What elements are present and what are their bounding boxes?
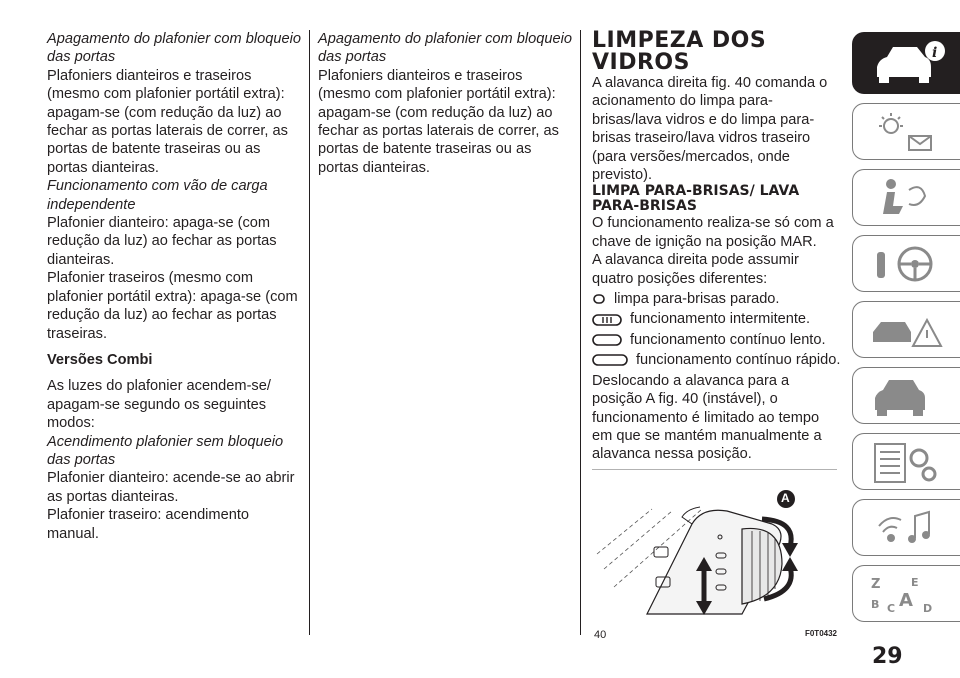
page-number: 29 bbox=[872, 644, 903, 669]
steering-key-icon bbox=[869, 242, 949, 288]
tab-multimedia[interactable] bbox=[852, 499, 960, 556]
subheading-italic: Funcionamento com vão de carga independente bbox=[47, 178, 268, 213]
subsection-title: LIMPA PARA-BRISAS/ LAVA PARA-BRISAS bbox=[592, 183, 800, 215]
wiper-position-item bbox=[592, 290, 842, 308]
wiper-stalk-illustration bbox=[592, 469, 837, 617]
svg-text:i: i bbox=[932, 45, 938, 61]
wiper-off-icon bbox=[592, 293, 606, 305]
wiper-position-label: limpa para-brisas parado. bbox=[614, 291, 780, 308]
left-column bbox=[47, 30, 302, 543]
wiper-position-item bbox=[592, 331, 842, 349]
paragraph: Plafonier dianteiro: acende-se ao abrir as portas dianteiras. bbox=[47, 470, 295, 505]
settings-list-icon bbox=[869, 440, 949, 486]
paragraph: A alavanca direita fig. 40 comanda o acionamento do limpa para-brisas/lava vidros e do limpa para-brisas traseiro/lava vidros traseiro (para versões/mercados, onde previsto). bbox=[592, 75, 828, 184]
wiper-position-item bbox=[592, 310, 842, 328]
middle-column bbox=[318, 30, 573, 177]
paragraph: Plafonier dianteiro: apaga-se (com redução da luz) ao fechar as portas dianteiras. bbox=[47, 215, 277, 268]
car-service-icon bbox=[869, 374, 949, 420]
svg-text:C: C bbox=[887, 602, 896, 615]
tab-car-warning[interactable] bbox=[852, 301, 960, 358]
wiper-position-item bbox=[592, 351, 842, 369]
wiper-position-label: funcionamento contínuo lento. bbox=[630, 331, 826, 348]
tab-settings-list[interactable] bbox=[852, 433, 960, 490]
wiper-slow-icon bbox=[592, 334, 622, 346]
column-divider bbox=[309, 30, 310, 635]
figure-label-a: A bbox=[781, 491, 790, 505]
paragraph: Deslocando a alavanca para a posição A fig. 40 (instável), o funcionamento é limitado ao tempo em que se mantém manualmente a alavanca nessa posição. bbox=[592, 372, 822, 463]
right-column bbox=[592, 30, 842, 464]
wiper-position-label: funcionamento intermitente. bbox=[630, 311, 811, 328]
subheading-italic: Apagamento do plafonier com bloqueio das portas bbox=[318, 31, 572, 66]
svg-text:A: A bbox=[899, 590, 913, 611]
paragraph: O funcionamento realiza-se só com a chave de ignição na posição MAR. bbox=[592, 215, 834, 250]
car-warning-icon bbox=[869, 308, 949, 354]
tab-seat-airbag[interactable] bbox=[852, 169, 960, 226]
tab-car-service[interactable] bbox=[852, 367, 960, 424]
svg-text:D: D bbox=[923, 602, 933, 615]
section-heading: Versões Combi bbox=[47, 351, 153, 368]
svg-text:Z: Z bbox=[871, 577, 881, 592]
section-title: LIMPEZA DOS VIDROS bbox=[592, 28, 767, 75]
wiper-position-label: funcionamento contínuo rápido. bbox=[636, 352, 841, 369]
paragraph: As luzes do plafonier acendem-se/ apagam-se segundo os seguintes modos: bbox=[47, 378, 271, 432]
wiper-fast-icon bbox=[592, 354, 628, 366]
alphabet-index-icon bbox=[869, 572, 949, 618]
svg-text:B: B bbox=[871, 598, 880, 611]
column-divider bbox=[580, 30, 581, 635]
wiper-intermittent-icon bbox=[592, 314, 622, 326]
tab-dashboard-lights[interactable] bbox=[852, 103, 960, 160]
tab-car-info[interactable] bbox=[852, 32, 960, 94]
paragraph: A alavanca direita pode assumir quatro posições diferentes: bbox=[592, 252, 799, 287]
figure-code: F0T0432 bbox=[804, 629, 837, 638]
dashboard-lights-icon bbox=[869, 110, 949, 156]
subheading-italic: Apagamento do plafonier com bloqueio das portas bbox=[47, 31, 301, 66]
chapter-tabs bbox=[852, 32, 960, 631]
paragraph: Plafoniers dianteiros e traseiros (mesmo com plafonier portátil extra): apagam-se (com redução da luz) ao fechar as portas laterais de correr, as portas de batente traseiras ou as portas dianteiras. bbox=[47, 67, 288, 176]
paragraph: Plafonier traseiros (mesmo com plafonier portátil extra): apaga-se (com redução da luz) ao fechar as portas traseiras. bbox=[47, 270, 298, 342]
paragraph: Plafonier traseiro: acendimento manual. bbox=[47, 507, 249, 542]
tab-steering-key[interactable] bbox=[852, 235, 960, 292]
paragraph: Plafoniers dianteiros e traseiros (mesmo com plafonier portátil extra): apagam-se (com redução da luz) ao fechar as portas laterais de correr, as portas de batente traseiras ou as portas dianteiras. bbox=[318, 67, 559, 176]
figure-number: 40 bbox=[594, 629, 607, 641]
car-info-icon bbox=[869, 39, 949, 89]
tab-alphabet-index[interactable] bbox=[852, 565, 960, 622]
subheading-italic: Acendimento plafonier sem bloqueio das portas bbox=[47, 433, 284, 468]
wiper-stalk-figure bbox=[592, 469, 837, 617]
svg-text:E: E bbox=[911, 576, 919, 589]
seat-airbag-icon bbox=[869, 176, 949, 222]
multimedia-icon bbox=[869, 506, 949, 552]
